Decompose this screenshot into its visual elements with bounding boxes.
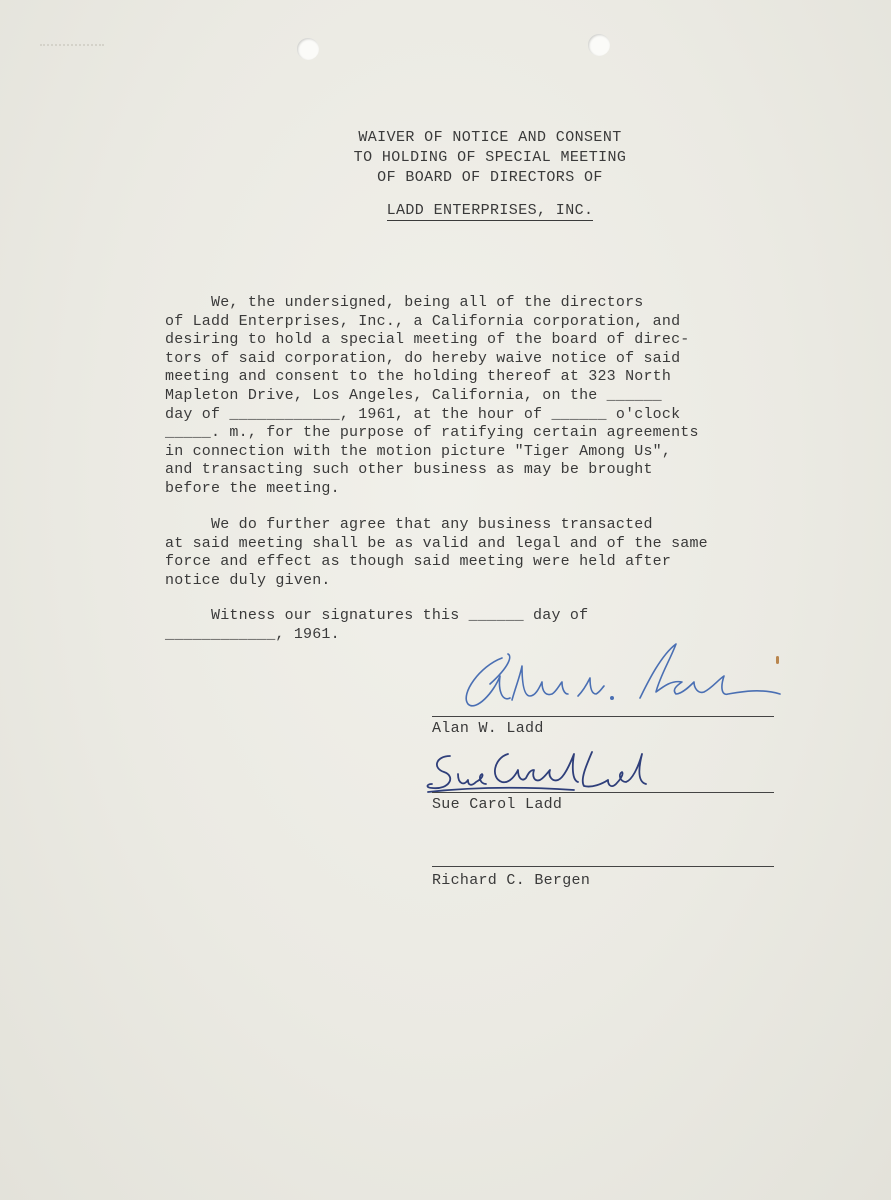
heading-line: OF BOARD OF DIRECTORS OF (377, 169, 603, 186)
heading-line: TO HOLDING OF SPECIAL MEETING (353, 149, 627, 166)
signature-line (432, 866, 774, 867)
text-line: in connection with the motion picture "Tiger Among Us", (165, 442, 672, 460)
text-line: before the meeting. (165, 479, 340, 497)
punch-hole-left (297, 38, 319, 60)
signature-alan-ladd (450, 636, 790, 720)
text-line: and transacting such other business as may be brought (165, 461, 653, 479)
signature-sue-carol-ladd (424, 744, 664, 804)
signatory-name: Richard C. Bergen (432, 872, 591, 889)
signature-line (432, 792, 774, 793)
paragraph-agreement (165, 516, 708, 590)
text-line: force and effect as though said meeting were held after (165, 553, 672, 571)
text-line: Witness our signatures this ______ day of (165, 607, 589, 624)
text-line: We do further agree that any business transacted (165, 516, 653, 533)
text-line: of Ladd Enterprises, Inc., a California corporation, and (165, 312, 681, 330)
text-line: day of ____________, 1961, at the hour of ______ o'clock (165, 405, 681, 423)
signatory-name: Sue Carol Ladd (432, 796, 563, 813)
text-line: meeting and consent to the holding thereof at 323 North (165, 368, 672, 386)
signatory-name: Alan W. Ladd (432, 720, 544, 737)
text-line: We, the undersigned, being all of the directors (165, 294, 644, 311)
signature-line (432, 716, 774, 717)
document-heading (300, 128, 680, 188)
paragraph-waiver (165, 294, 699, 499)
heading-line: WAIVER OF NOTICE AND CONSENT (358, 129, 622, 146)
ink-mark (776, 656, 779, 664)
company-name (300, 202, 680, 219)
company-name-text: LADD ENTERPRISES, INC. (386, 202, 594, 219)
paper-scuff (40, 44, 104, 49)
text-line: tors of said corporation, do hereby waive notice of said (165, 349, 681, 367)
punch-hole-right (588, 34, 610, 56)
text-line: notice duly given. (165, 571, 331, 589)
text-line: at said meeting shall be as valid and legal and of the same (165, 534, 708, 552)
text-line: Mapleton Drive, Los Angeles, California, on the ______ (165, 386, 662, 404)
text-line: ____________, 1961. (165, 625, 340, 643)
text-line: desiring to hold a special meeting of the board of direc- (165, 331, 690, 349)
text-line: _____. m., for the purpose of ratifying certain agreements (165, 424, 699, 442)
